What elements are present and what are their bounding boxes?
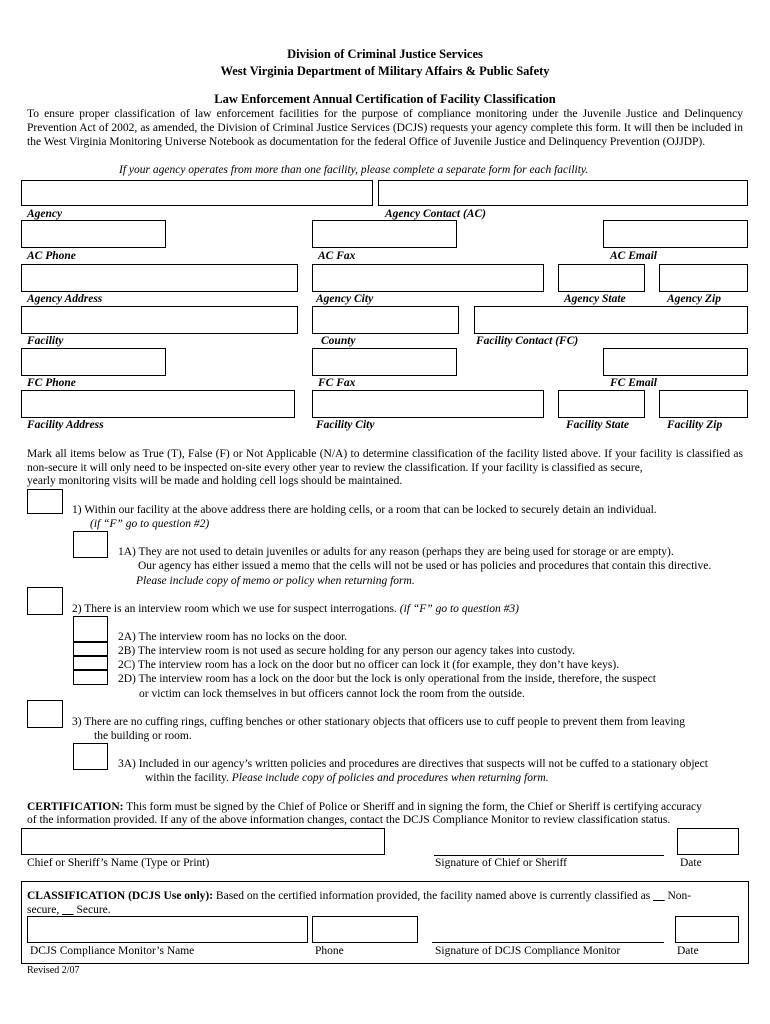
chief-signature-label: Signature of Chief or Sheriff (435, 857, 568, 869)
q2b-text: 2B) The interview room is not used as secure holding for any person our agency takes into custody. (118, 645, 576, 657)
header-line-2: West Virginia Department of Military Affairs & Public Safety (220, 64, 550, 78)
intro-paragraph: To ensure proper classification of law enforcement facilities for the purpose of compliance monitoring under the Juvenile Justice and Delinquency Prevention Act of 2002, as amended, the Division of Criminal Justice Services (DCJS) requests your agency complete this form. It will then be included in the West Virginia Monitoring Universe Notebook as documentation for the federal Office of Juvenile Justice and Delinquency Prevention (OJJDP). (27, 108, 743, 149)
agency-city-input[interactable] (312, 264, 544, 292)
agency-contact-input[interactable] (378, 180, 748, 206)
county-input[interactable] (312, 306, 459, 334)
q3-text-cont: the building or room. (94, 730, 192, 742)
certification-text: This form must be signed by the Chief of Police or Sheriff and in signing the form, the Chief or Sheriff is certifying accuracy (123, 801, 702, 813)
ac-email-label: AC Email (610, 250, 657, 262)
agency-label: Agency (27, 208, 63, 220)
agency-state-input[interactable] (558, 264, 645, 292)
q2c-text: 2C) The interview room has a lock on the door but no officer can lock it (for example, they don’t have keys). (118, 659, 620, 671)
facility-zip-input[interactable] (659, 390, 748, 418)
ac-email-input[interactable] (603, 220, 748, 248)
agency-input[interactable] (21, 180, 373, 206)
agency-zip-input[interactable] (659, 264, 748, 292)
q2a-answer-box[interactable] (73, 616, 108, 642)
fc-fax-input[interactable] (312, 348, 457, 376)
monitor-signature-label: Signature of DCJS Compliance Monitor (435, 945, 621, 957)
monitor-name-input[interactable] (27, 916, 308, 943)
q2c-answer-box[interactable] (73, 656, 108, 670)
q1a-note: Please include copy of memo or policy when returning form. (136, 575, 415, 587)
q2d-text: 2D) The interview room has a lock on the door but the lock is only operational from the inside, therefore, the suspect (118, 673, 656, 685)
q3a-note: Please include copy of policies and procedures when returning form. (231, 772, 549, 784)
q3-answer-box[interactable] (27, 700, 63, 728)
q3-text: 3) There are no cuffing rings, cuffing benches or other stationary objects that officers use to cuff people to prevent them from leaving (72, 716, 686, 728)
facility-input[interactable] (21, 306, 298, 334)
chief-name-label: Chief or Sheriff’s Name (Type or Print) (27, 857, 210, 869)
separate-form-note: If your agency operates from more than one facility, please complete a separate form for each facility. (119, 164, 589, 176)
chief-date-input[interactable] (677, 828, 739, 855)
facility-address-label: Facility Address (27, 419, 104, 431)
q3a-text-cont: within the facility. (145, 772, 229, 784)
certification-heading: CERTIFICATION: (27, 801, 124, 813)
facility-contact-input[interactable] (474, 306, 748, 334)
chief-name-input[interactable] (21, 828, 385, 855)
non-label: Non- (664, 890, 692, 902)
secure-text: secure, (27, 904, 63, 916)
q2-note: (if “F” go to question #3) (399, 603, 519, 615)
q1-text: 1) Within our facility at the above address there are holding cells, or a room that can be locked to securely detain an individual. (72, 504, 657, 516)
fc-phone-input[interactable] (21, 348, 166, 376)
chief-date-label: Date (680, 857, 702, 869)
facility-state-label: Facility State (566, 419, 629, 431)
q2-text: 2) There is an interview room which we use for suspect interrogations. (72, 603, 397, 615)
classification-paragraph (27, 889, 743, 903)
ac-phone-input[interactable] (21, 220, 166, 248)
q1a-answer-box[interactable] (73, 531, 108, 558)
agency-contact-label: Agency Contact (AC) (385, 208, 486, 220)
mark-instructions: Mark all items below as True (T), False (F) or Not Applicable (N/A) to determine classification of the facility listed above. If your facility is classified as non-secure it will only need to be inspected on-site every other year to review the classification. If your facility is classified as secure, (27, 448, 743, 475)
fc-email-input[interactable] (603, 348, 748, 376)
monitor-phone-label: Phone (315, 945, 344, 957)
header-line-1: Division of Criminal Justice Services (287, 47, 483, 61)
form-title: Law Enforcement Annual Certification of Facility Classification (214, 92, 556, 106)
monitor-date-input[interactable] (675, 916, 739, 943)
facility-contact-label: Facility Contact (FC) (476, 335, 579, 347)
non-secure-blank[interactable]: __ (653, 890, 665, 902)
agency-address-label: Agency Address (27, 293, 103, 305)
ac-fax-label: AC Fax (318, 250, 356, 262)
q1a-text: 1A) They are not used to detain juveniles or adults for any reason (perhaps they are being used for storage or are empty). (118, 546, 674, 558)
agency-state-label: Agency State (564, 293, 626, 305)
q1a-text-cont: Our agency has either issued a memo that the cells will not be used or has policies and procedures that contain this directive. (138, 560, 712, 572)
certification-text-cont: of the information provided. If any of the above information changes, contact the DCJS Compliance Monitor to review classification status. (27, 814, 671, 826)
q3a-answer-box[interactable] (73, 743, 108, 770)
monitor-signature-line[interactable] (432, 942, 664, 943)
classification-text: Based on the certified information provided, the facility named above is currently classified as (213, 890, 654, 902)
q2d-answer-box[interactable] (73, 670, 108, 685)
fc-phone-label: FC Phone (27, 377, 76, 389)
monitor-date-label: Date (677, 945, 699, 957)
classification-heading: CLASSIFICATION (DCJS Use only): (27, 890, 214, 902)
agency-city-label: Agency City (316, 293, 374, 305)
agency-zip-label: Agency Zip (667, 293, 721, 305)
county-label: County (321, 335, 356, 347)
mark-instructions-cont: yearly monitoring visits will be made and holding cell logs should be maintained. (27, 475, 403, 487)
monitor-phone-input[interactable] (312, 916, 418, 943)
fc-fax-label: FC Fax (318, 377, 356, 389)
secure-label: Secure. (73, 904, 111, 916)
revision-note: Revised 2/07 (27, 965, 80, 976)
agency-address-input[interactable] (21, 264, 298, 292)
facility-label: Facility (27, 335, 64, 347)
q2d-text-cont: or victim can lock themselves in but officers cannot lock the room from the outside. (139, 688, 525, 700)
q2-answer-box[interactable] (27, 587, 63, 615)
q2b-answer-box[interactable] (73, 642, 108, 656)
ac-fax-input[interactable] (312, 220, 457, 248)
fc-email-label: FC Email (610, 377, 657, 389)
secure-blank[interactable]: __ (62, 904, 74, 916)
q1-answer-box[interactable] (27, 489, 63, 514)
facility-state-input[interactable] (558, 390, 645, 418)
monitor-name-label: DCJS Compliance Monitor’s Name (30, 945, 195, 957)
facility-city-label: Facility City (316, 419, 375, 431)
q2a-text: 2A) The interview room has no locks on the door. (118, 631, 348, 643)
q3a-text: 3A) Included in our agency’s written policies and procedures are directives that suspects will not be cuffed to a stationary object (118, 758, 708, 770)
certification-paragraph (27, 800, 743, 814)
facility-zip-label: Facility Zip (667, 419, 723, 431)
q1-note: (if “F” go to question #2) (90, 518, 210, 530)
facility-address-input[interactable] (21, 390, 295, 418)
ac-phone-label: AC Phone (27, 250, 76, 262)
facility-city-input[interactable] (312, 390, 544, 418)
chief-signature-line[interactable] (434, 855, 664, 856)
